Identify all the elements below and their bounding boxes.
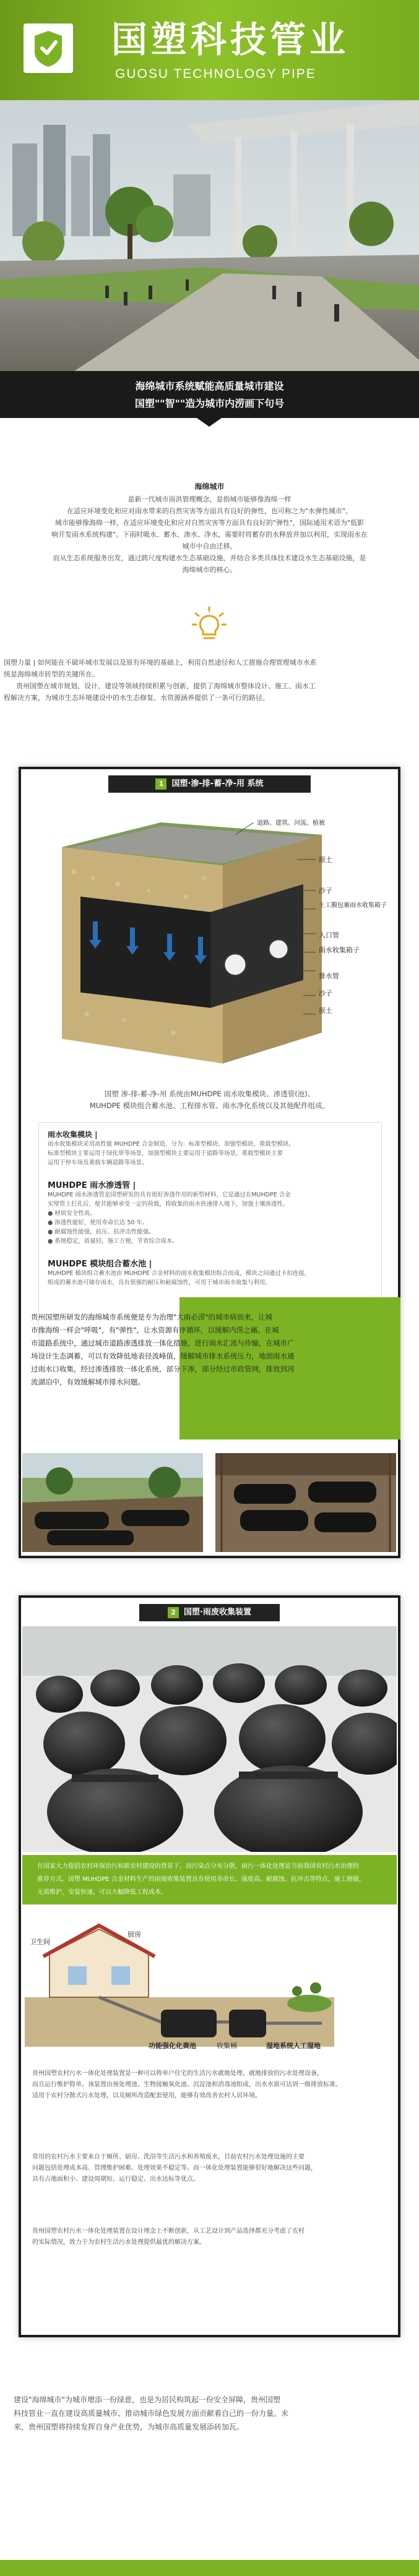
diagram-label: 排水管 <box>319 972 339 980</box>
intro-title: 海绵城市 <box>194 482 225 491</box>
info-box-line: MUHDPE 模块组合蓄水池由 MUHDPE 合金材料的雨水收集模块组合而成，模块之间通过卡扣连接， <box>48 1270 311 1277</box>
info-box-title: MUHDPE 雨水渗透管 | <box>48 1181 136 1190</box>
lightbulb-icon <box>192 606 227 643</box>
info-box-title: MUHDPE 模块组合蓄水池 | <box>48 1260 152 1269</box>
info-box-line: 运用于停车场及重载车辆道路等场景。 <box>48 1159 148 1166</box>
section-2-title-text: 国塑·雨废收集装置 <box>184 1608 251 1617</box>
info-box-line: ● 材质安全性高。 <box>48 1210 96 1217</box>
company-logo <box>24 23 73 73</box>
section-1-panel-text <box>31 1311 402 1389</box>
text-line: 贵州国塑农村污水一体化处理装置是一种可以将单户住宅的生活污水就地处理，就地排放的污水处理设备， <box>32 2070 323 2077</box>
diagram-label: 原土 <box>319 856 332 864</box>
logo-icon <box>24 23 73 73</box>
company-title-en: GUOSU TECHNOLOGY PIPE <box>115 67 316 81</box>
house-label: 厨房 <box>127 1930 141 1938</box>
panel-line: 推荐方式。国塑 MUHDPE 合金材料生产的雨废收集装置具有使用寿命长、强度高、耐腐蚀、抗冲击等特点，施工便捷， <box>37 1876 365 1883</box>
panel-line: 过雨水口收集，经过渗透排放一体化系统，部分下渗，部分经过市政管网，排放到河 <box>31 1365 295 1373</box>
section-2-text-1 <box>32 2068 388 2102</box>
caption-line-1: 海绵城市系统赋能高质量城市建设 <box>135 380 284 392</box>
section-1-title <box>108 775 311 793</box>
tanks-photo <box>22 1626 397 1852</box>
footer-bar <box>0 2560 419 2576</box>
text-line: 而且运行维护简单。该装置由预处理池、生物接触氧化池、沉淀池和消毒池组成，出水水质可达到一级排放标准。 <box>32 2081 342 2088</box>
power-line: 贵州国塑在城市规划、设计、建设等领域持续积累与创新，提供了海绵城市整体设计、施工、雨水工 <box>16 682 316 690</box>
panel-line: 市像海绵一样会"呼吸"，有"弹性"，让水资源有序循环，以缓解内涝之痛。在城 <box>31 1326 279 1334</box>
text-line: 问题包括处理成本高、管理维护困难、处理效果不稳定等。而一体化处理装置能够很好地解决这些问题， <box>32 2165 317 2172</box>
text-line: 常用的农村污水主要来自于厕所、厨房、洗浴等生活污水和养殖废水，目前农村污水处理设施的主要 <box>32 2154 305 2160</box>
house-label: 收集桶 <box>217 2042 237 2050</box>
house-diagram <box>25 1917 334 2047</box>
panel-line: 在国家大力提倡农村环保治污和新农村建设的背景下，而污染点分布分散，雨污一体化处理是当前我国农村污水治理的 <box>37 1863 359 1870</box>
diagram-label: 沙子 <box>319 989 332 997</box>
info-box-line: ● 渗透性能好，使用寿命长达 50 年。 <box>48 1219 149 1226</box>
caption-line-2: 国塑""智""造为城市内涝画下句号 <box>134 398 285 409</box>
power-line: 统是海绵城市转型的关键所在。 <box>4 670 99 678</box>
section-1-intro-line: MUHDPE 模块组合蓄水池、工程排水管、雨水净化系统以及其他配件组成。 <box>89 1101 330 1110</box>
caption-notch <box>197 418 222 427</box>
info-box-line: 标准型模块主要运用于绿化带等场景，加强型模块主要运用于道路等场景，重载型模块主要 <box>48 1150 283 1157</box>
intro-line: 城市能够像海绵一样，在适应环境变化和应对自然灾害等方面具有良好的"弹性"，国际通用术语为"低影 <box>54 519 365 527</box>
section-2-panel-text <box>37 1860 384 1899</box>
panel-line: 市道路系统中，通过城市道路渗透排放一体化措施，进行雨水汇流与传输，在城市广 <box>31 1339 295 1347</box>
intro-line: 在适应环境变化和应对雨水带来的自然灾害等方面具有良好的弹性，也可称之为"水弹性城市"。 <box>66 507 353 515</box>
house-label: 湿地系统人工湿地 <box>266 2042 321 2050</box>
text-line: 适用于农村分散式污水处理，以及厕所改造配套使用，能够有效改善农村人居环境。 <box>32 2092 261 2099</box>
info-box-line: MUHDPE 雨水渗透管是国塑研发的具有很好渗透作用的新型材料，它是通过在MUHDPE 合金 <box>48 1192 291 1198</box>
text-line: 的实际情况，致力于为农村生活污水处理提供最优的解决方案。 <box>32 2239 205 2246</box>
info-box-line: ● 系统稳定，质量轻，施工方便，节省综合成本。 <box>48 1238 178 1245</box>
intro-line: 是新一代城市雨洪管理概念，是指城市能够像海绵一样 <box>127 495 292 503</box>
city-photo <box>0 100 419 371</box>
house-label: 功能强化化粪池 <box>149 2042 196 2050</box>
section-1-num: 1 <box>155 778 166 790</box>
diagram-label: 土工膜包裹雨水收集箱子 <box>319 902 387 909</box>
text-line: 具有占地面积小、建设周期短、运行稳定、出水达标等优点。 <box>32 2176 199 2183</box>
section-2-text-3 <box>32 2226 388 2248</box>
construction-photo-right <box>215 1453 396 1552</box>
info-box-title: 雨水收集模块 | <box>48 1130 98 1139</box>
info-box-line: 雨水收集模块采用高性能 MUHDPE 合金制造，分为：标准型模块、加强型模块、重载型模块。 <box>48 1141 295 1148</box>
info-box-line: 组成的蓄水池可储存雨水，具有很强的耐压和耐腐蚀性，可用于城市雨水收集与利用。 <box>48 1279 272 1286</box>
info-box-line: 实壁管上打孔后，使其能够承受一定的荷载，将收集的雨水快速排入地下，加强土壤渗透性。 <box>48 1201 289 1208</box>
panel-line: 贵州国塑所研发的海绵城市系统便是专为治理"大雨必涝"的城市病而来，让城 <box>31 1313 273 1321</box>
intro-line: 海绵城市的核心。 <box>182 566 237 574</box>
panel-line: 无需维护，安装快速，可以大幅降低工程成本。 <box>37 1889 167 1896</box>
section-2-num: 2 <box>168 1607 179 1618</box>
section-1-intro-line: 国塑 渗-排-蓄-净-用 系统由MUHDPE 雨水收集模块、渗透管(池)、 <box>104 1090 315 1098</box>
section-1-intro <box>31 1088 388 1112</box>
intro-text <box>12 493 407 576</box>
diagram-label: 原土 <box>319 1007 332 1015</box>
section-2-title <box>139 1604 280 1621</box>
diagram-label: 入口管 <box>319 931 339 939</box>
intro-line: 而从生态系统服务出发，通过跨尺度构建水生态基础设施，并结合多类具体技术建设水生态基础设施，是 <box>53 554 366 562</box>
section-2-text-2 <box>32 2152 388 2185</box>
panel-line: 流湖泊中，有效缓解城市排水问题。 <box>31 1378 145 1386</box>
header-banner <box>0 0 419 100</box>
section-1-title-text: 国塑·渗-排-蓄-净-用 系统 <box>171 779 264 788</box>
info-box-line: ● 耐腐蚀性能强，抗压、抗冲击性能强。 <box>48 1229 155 1235</box>
power-line: 国塑力量 | 如何能在不破坏城市发展以及原有环境的基础上，利用自然途径和人工措施合理管理城市水系 <box>4 659 317 667</box>
diagram-label: 道路、建筑、河流、植被 <box>257 820 325 827</box>
intro-line: 响开发雨水系统构建"。下雨时吸水、蓄水、渗水、净水，需要时将蓄存的水释放并加以利用，实现雨水在 <box>51 531 368 539</box>
layer-diagram <box>50 810 371 1076</box>
power-text <box>4 657 415 704</box>
closing-line: 科技管业一直在建设高质量城市、推动城市绿色发展方面贡献着自己的一份力量。未 <box>14 2409 289 2418</box>
closing-text <box>14 2393 407 2434</box>
closing-line: 建设"海绵城市"为城市增添一份绿意，也是为居民构筑起一份安全屏障，贵州国塑 <box>14 2395 281 2404</box>
power-line: 程解决方案，为城市生态环境建设中的水生态修复、水资源涵养提供了一条可行的路径。 <box>4 694 269 702</box>
intro-line: 城市中自由迁移。 <box>182 542 237 550</box>
diagram-label: 沙子 <box>319 887 332 895</box>
house-label: 卫生间 <box>30 1938 50 1946</box>
construction-photo-left <box>22 1453 203 1552</box>
panel-line: 场设计生态调蓄，可以有效降低地表径流峰值，缓解城市排水系统压力，地面雨水通 <box>31 1352 295 1360</box>
diagram-label: 雨水收集箱子 <box>319 946 360 954</box>
text-line: 贵州国塑农村污水一体化处理装置在设计理念上不断创新，从工艺设计到产品选择都充分考虑了农村 <box>32 2228 305 2235</box>
closing-line: 来，贵州国塑将持续发挥自身产业优势，为城市高质量发展添砖加瓦。 <box>14 2423 244 2431</box>
company-title-cn: 国塑科技管业 <box>111 19 350 61</box>
